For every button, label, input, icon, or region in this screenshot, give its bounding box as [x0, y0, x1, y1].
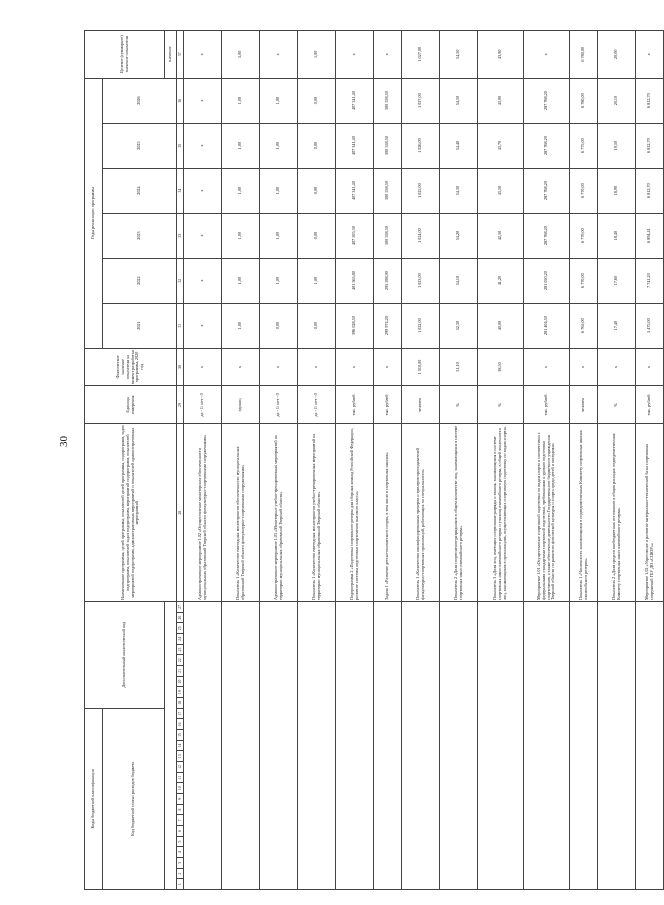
column-number: 20	[177, 676, 184, 687]
unit-cell: %	[478, 386, 524, 424]
table-row	[524, 31, 570, 890]
name-cell: Административное мероприятие 1.02 «Осуществление мониторинга обеспеченности муниципальных образований Тверской области физкультурно-спортивными сооружениями»	[184, 424, 222, 602]
column-number: 19	[177, 687, 184, 698]
column-number: 34	[177, 168, 184, 213]
value-2025-cell: 1,00	[260, 123, 298, 168]
baseline-cell: 1 010,00	[402, 348, 440, 386]
value-2023-cell: 1,00	[260, 213, 298, 258]
value-2023-cell: 54,20	[440, 213, 478, 258]
value-2023-cell: 42,30	[478, 213, 524, 258]
value-2026-cell: 6 780,00	[570, 78, 598, 123]
value-2026-cell: 0,00	[298, 78, 336, 123]
value-2026-cell: 1,00	[260, 78, 298, 123]
value-2024-cell: 407 341,40	[336, 168, 374, 213]
value-2025-cell: 0,00	[298, 123, 336, 168]
value-2025-cell: 6 812,70	[636, 123, 664, 168]
value-2022-cell: 401 565,80	[336, 258, 374, 303]
value-2025-cell: х	[184, 123, 222, 168]
baseline-cell: 51,10	[440, 348, 478, 386]
name-cell: Показатель 1 «Количество квалифицированных тренеров и тренеров-преподавателей физкультурно-спортивных организаций, работающих по специальности»	[402, 424, 440, 602]
target-value-cell: 1,00	[298, 31, 336, 79]
baseline-header: Фактическое значение показателя на момент разработки программы, 2020 год	[85, 348, 177, 386]
value-2026-cell: 6 812,70	[636, 78, 664, 123]
table-row	[336, 31, 374, 890]
year-2021-header: 2021	[103, 303, 177, 348]
baseline-cell: 38,50	[478, 348, 524, 386]
unit-cell: да - 1/ нет - 0	[298, 386, 336, 424]
target-value-cell: х	[636, 31, 664, 79]
table-body	[184, 31, 664, 890]
baseline-cell: х	[374, 348, 402, 386]
baseline-cell: х	[298, 348, 336, 386]
value-2021-cell: 17,40	[598, 303, 636, 348]
value-2023-cell: 287 768,20	[524, 213, 570, 258]
value-2025-cell: 407 341,40	[336, 123, 374, 168]
column-number: 11	[177, 772, 184, 783]
years-header: Годы реализации программы	[85, 78, 103, 348]
value-2021-cell: 1 022,00	[402, 303, 440, 348]
value-2025-cell: 287 768,20	[524, 123, 570, 168]
value-2022-cell: 41,20	[478, 258, 524, 303]
rotated-table-container	[84, 30, 654, 890]
column-number: 26	[177, 612, 184, 623]
value-2024-cell: 18,90	[598, 168, 636, 213]
value-2023-cell: 6 894,41	[636, 213, 664, 258]
code-cell	[402, 602, 440, 890]
unit-cell: %	[598, 386, 636, 424]
value-2021-cell: х	[184, 303, 222, 348]
value-2021-cell: 0,00	[298, 303, 336, 348]
value-2024-cell: 0,00	[298, 168, 336, 213]
column-number: 8	[177, 804, 184, 815]
column-number: 24	[177, 634, 184, 645]
unit-cell: да - 1/ нет - 0	[184, 386, 222, 424]
unit-cell: тыс. рублей	[336, 386, 374, 424]
table-row	[440, 31, 478, 890]
value-2025-cell: 300 558,50	[374, 123, 402, 168]
column-number: 6	[177, 826, 184, 837]
column-number: 29	[177, 386, 184, 424]
column-number: 30	[177, 348, 184, 386]
value-2024-cell: 6 812,70	[636, 168, 664, 213]
baseline-cell: х	[184, 348, 222, 386]
column-number: 13	[177, 751, 184, 762]
column-number: 28	[177, 424, 184, 602]
code-cell	[524, 602, 570, 890]
value-2023-cell: 300 558,50	[374, 213, 402, 258]
column-number: 36	[177, 78, 184, 123]
value-2026-cell: 407 341,40	[336, 78, 374, 123]
baseline-cell: х	[336, 348, 374, 386]
value-2026-cell: 20,10	[598, 78, 636, 123]
value-2023-cell: 1 024,00	[402, 213, 440, 258]
year-2024-header: 2024	[103, 168, 177, 213]
target-value-cell: х	[374, 31, 402, 79]
name-cell: Задача 1 «Развитие детско-юношеского спорта, в том числе в спортивных школах»	[374, 424, 402, 602]
value-2022-cell: 1,00	[222, 258, 260, 303]
target-value-cell: 1 027,00	[402, 31, 440, 79]
unit-cell: человек	[570, 386, 598, 424]
value-2022-cell: 7 741,20	[636, 258, 664, 303]
value-2024-cell: 54,30	[440, 168, 478, 213]
value-2021-cell: 299 974,20	[374, 303, 402, 348]
target-value-cell: 6 780,00	[570, 31, 598, 79]
name-cell: Показатель 1 «Количество ежегодных мониторингов обеспеченности муниципальных образований Тверской области физкультурно-спортивными сооружениями»	[222, 424, 260, 602]
value-2021-cell: 281 404,50	[524, 303, 570, 348]
code-cell	[478, 602, 524, 890]
value-2024-cell: 43,50	[478, 168, 524, 213]
value-2021-cell: 5 475,00	[636, 303, 664, 348]
value-2026-cell: 1,00	[222, 78, 260, 123]
table-row	[478, 31, 524, 890]
budget-codes-header: Коды бюджетной классификации	[85, 708, 103, 889]
code-cell	[374, 602, 402, 890]
target-value-cell: 43,90	[478, 31, 524, 79]
baseline-cell: х	[570, 348, 598, 386]
baseline-cell: х	[636, 348, 664, 386]
table-row	[260, 31, 298, 890]
name-cell: Мероприятие 1.01 «Осуществление спортивной подготовки по видам спорта в соответствии с федеральными стандартами спортивной подготовки, требованиями к уровню подготовки спортсменов, а также обеспечение деятельности Государственного бюджетного учреждения Тверской области по развитию физической культуры и спорта среди детей и молодежи»	[524, 424, 570, 602]
value-2021-cell: 40,00	[478, 303, 524, 348]
table-row	[298, 31, 336, 890]
value-2022-cell: 54,10	[440, 258, 478, 303]
baseline-cell: х	[222, 348, 260, 386]
column-number: 27	[177, 602, 184, 613]
year-2026-header: 2026	[103, 78, 177, 123]
value-2025-cell: 54,40	[440, 123, 478, 168]
column-number: 5	[177, 836, 184, 847]
program-budget-code-header: Код бюджетной статьи расходов бюджета	[103, 708, 165, 889]
year-2023-header: 2023	[103, 213, 177, 258]
target-header: Целевое (суммарное) значение показателя	[85, 31, 165, 79]
table-row	[374, 31, 402, 890]
code-cell	[598, 602, 636, 890]
name-cell: Показатель 1 «Количество ежегодных мониторингов учебно-тренировочных мероприятий на территории муниципальных образований Тверской области»	[298, 424, 336, 602]
unit-header: Единица измерения	[85, 386, 177, 424]
column-number: 32	[177, 258, 184, 303]
value-2022-cell: 6 770,00	[570, 258, 598, 303]
value-2025-cell: 43,70	[478, 123, 524, 168]
unit-cell: тыс. рублей	[524, 386, 570, 424]
column-number: 35	[177, 123, 184, 168]
column-number: 16	[177, 719, 184, 730]
name-cell: Показатель 3 «Доля лиц, имеющих спортивные разряды и звания, занимающихся в системе спортивных школ олимпийского резерва и училищ олимпийского резерва, в общей численности лиц, занимающихся в организациях, осуществляющих спортивную подготовку по видам спорта»	[478, 424, 524, 602]
unit-cell: да - 1/ нет - 0	[260, 386, 298, 424]
column-number: 3	[177, 858, 184, 869]
table-row	[636, 31, 664, 890]
value-2022-cell: 1 023,00	[402, 258, 440, 303]
value-2022-cell: 295 598,90	[374, 258, 402, 303]
value-2026-cell: 287 768,20	[524, 78, 570, 123]
value-2025-cell: 6 775,00	[570, 123, 598, 168]
code-cell	[440, 602, 478, 890]
value-2022-cell: 281 050,20	[524, 258, 570, 303]
column-number: 10	[177, 783, 184, 794]
value-2026-cell: 300 558,50	[374, 78, 402, 123]
value-2023-cell: 1,00	[222, 213, 260, 258]
target-value-cell: х	[336, 31, 374, 79]
year-2025-header: 2025	[103, 123, 177, 168]
unit-cell: человек	[402, 386, 440, 424]
name-cell: Мероприятие 1.02 «Укрепление и развитие материально-технической базы спортивных сооружений ГБУ ДО «СШОР»»	[636, 424, 664, 602]
page-number: 30	[58, 436, 70, 447]
value-2022-cell: х	[184, 258, 222, 303]
value-2022-cell: 1,00	[260, 258, 298, 303]
baseline-cell: х	[260, 348, 298, 386]
unit-cell: тыс. рублей	[374, 386, 402, 424]
target-value-header: значение	[165, 31, 177, 79]
unit-cell: тыс. рублей	[636, 386, 664, 424]
column-number: 12	[177, 762, 184, 773]
table-row	[184, 31, 222, 890]
target-value-cell: х	[184, 31, 222, 79]
column-number: 23	[177, 644, 184, 655]
name-cell: Показатель 2 «Доля спортсменов-разрядников в общем количестве лиц, занимающихся в системе спортивных школ олимпийского резерва»	[440, 424, 478, 602]
unit-cell: %	[440, 386, 478, 424]
code-cell	[636, 602, 664, 890]
program-table	[84, 30, 664, 890]
name-cell: Показатель 2 «Доля средств внебюджетных источников в общих расходах подведомственных Комитету спортивных школ олимпийского резерва»	[598, 424, 636, 602]
value-2024-cell: 6 770,00	[570, 168, 598, 213]
value-2025-cell: 1 026,00	[402, 123, 440, 168]
naming-header: Наименование программы, целей программы, показателей целей программы, подпрограмм, задач подпрограмм, показателей задач подпрограмм, мероприятий подпрограмм, показателей мероприятий подпрограмм, административных мероприятий и показателей административных мероприятий	[85, 424, 177, 602]
value-2022-cell: 17,60	[598, 258, 636, 303]
column-number: 2	[177, 868, 184, 879]
unit-cell: единиц	[222, 386, 260, 424]
code-cell	[336, 602, 374, 890]
column-number: 33	[177, 213, 184, 258]
column-number: 14	[177, 740, 184, 751]
code-cell	[184, 602, 222, 890]
value-2024-cell: 300 558,50	[374, 168, 402, 213]
value-2025-cell: 19,50	[598, 123, 636, 168]
table-row	[222, 31, 260, 890]
value-2025-cell: 1,00	[222, 123, 260, 168]
name-cell: Показатель 1 «Численность занимающихся в подведомственных Комитету спортивных школах олимпийского резерва»	[570, 424, 598, 602]
target-value-cell: 54,50	[440, 31, 478, 79]
code-cell	[222, 602, 260, 890]
value-2026-cell: 43,90	[478, 78, 524, 123]
baseline-cell: х	[598, 348, 636, 386]
column-number: 7	[177, 815, 184, 826]
name-cell: Подпрограмма 2 «Подготовка спортивного резерва для сборных команд Российской Федерации, развитие системы подготовки спортсменов высокого класса»	[336, 424, 374, 602]
table-row	[598, 31, 636, 890]
column-number: 9	[177, 794, 184, 805]
target-value-cell: 20,00	[598, 31, 636, 79]
value-2023-cell: 0,00	[298, 213, 336, 258]
target-value-cell: 5,00	[222, 31, 260, 79]
code-cell	[298, 602, 336, 890]
column-number: 1	[177, 879, 184, 890]
value-2023-cell: 407 505,30	[336, 213, 374, 258]
code-subheader	[165, 602, 177, 890]
target-value-cell: х	[524, 31, 570, 79]
column-number: 37	[177, 31, 184, 79]
code-cell	[260, 602, 298, 890]
value-2021-cell: 0,00	[260, 303, 298, 348]
value-2026-cell: 1 027,00	[402, 78, 440, 123]
column-number: 15	[177, 730, 184, 741]
value-2023-cell: 6 770,00	[570, 213, 598, 258]
value-2023-cell: х	[184, 213, 222, 258]
value-2022-cell: 1,00	[298, 258, 336, 303]
value-2021-cell: 6 765,00	[570, 303, 598, 348]
year-2022-header: 2022	[103, 258, 177, 303]
value-2021-cell: 52,30	[440, 303, 478, 348]
column-number: 21	[177, 666, 184, 677]
column-number: 17	[177, 708, 184, 719]
column-number: 25	[177, 623, 184, 634]
value-2024-cell: 1 025,00	[402, 168, 440, 213]
value-2024-cell: 1,00	[260, 168, 298, 213]
table-row	[570, 31, 598, 890]
table-row	[402, 31, 440, 890]
code-cell	[570, 602, 598, 890]
column-number: 4	[177, 847, 184, 858]
column-number: 18	[177, 697, 184, 708]
column-numbers-row	[177, 31, 184, 890]
name-cell: Административное мероприятие 1.03 «Мониторинг учебно-тренировочных мероприятий на территории муниципальных образований Тверской области»	[260, 424, 298, 602]
baseline-cell: х	[524, 348, 570, 386]
value-2024-cell: х	[184, 168, 222, 213]
column-number: 31	[177, 303, 184, 348]
value-2024-cell: 287 768,20	[524, 168, 570, 213]
value-2021-cell: 396 028,50	[336, 303, 374, 348]
target-value-cell: х	[260, 31, 298, 79]
value-2026-cell: 54,50	[440, 78, 478, 123]
value-2026-cell: х	[184, 78, 222, 123]
value-2024-cell: 1,00	[222, 168, 260, 213]
value-2021-cell: 1,00	[222, 303, 260, 348]
value-2023-cell: 18,40	[598, 213, 636, 258]
column-number: 22	[177, 655, 184, 666]
additional-code-header: Дополнительный аналитический код	[85, 602, 165, 709]
